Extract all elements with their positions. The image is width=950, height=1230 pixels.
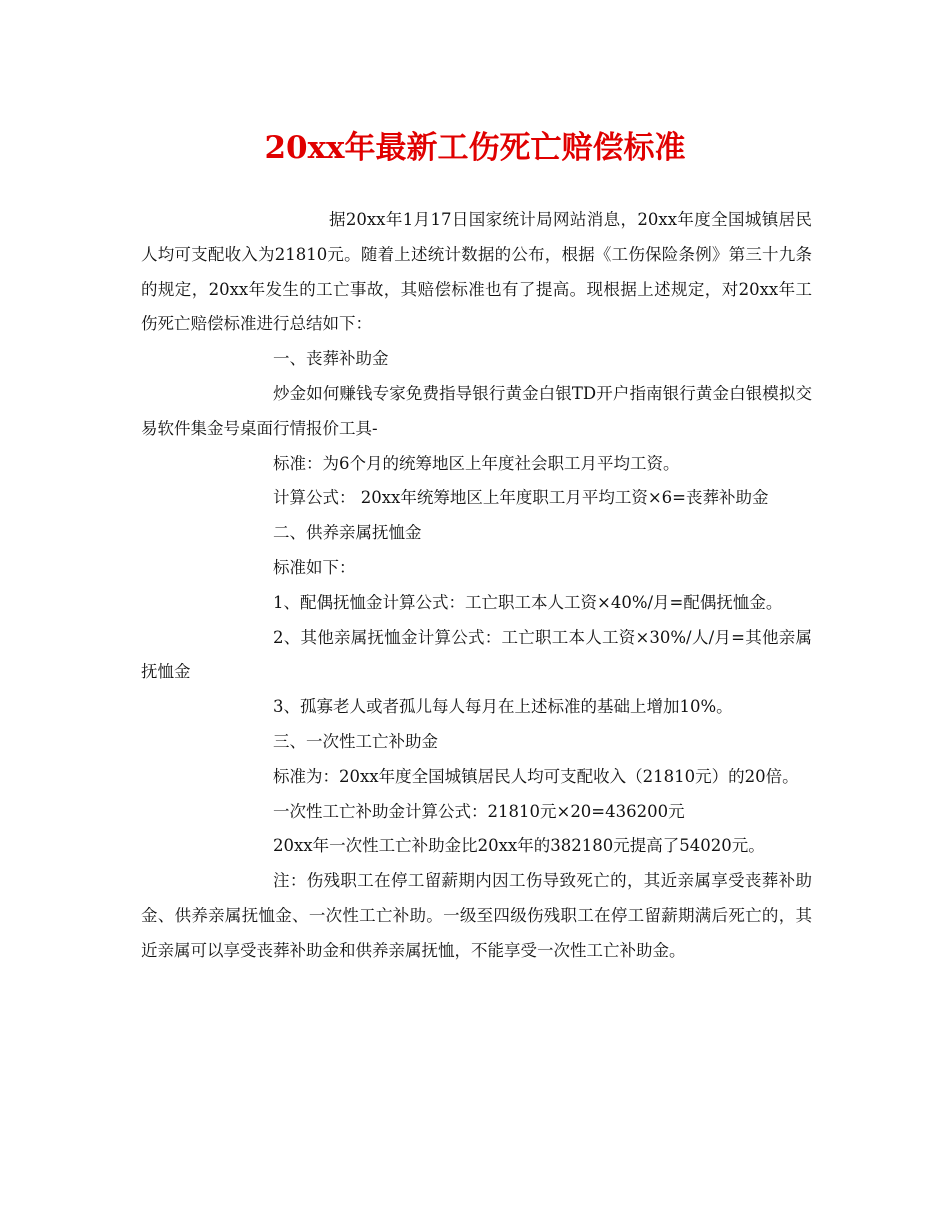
paragraph-intro: 据20xx年1月17日国家统计局网站消息，20xx年度全国城镇居民人均可支配收入为21810元。随着上述统计数据的公布，根据《工伤保险条例》第三十九条的规定，20xx年发生的工亡事故，其赔偿标准也有了提高。现根据上述规定，对20xx年工伤死亡赔偿标准进行总结如下： xyxy=(141,210,812,334)
paragraph-lump-sum-formula: 一次性工亡补助金计算公式：21810元×20=436200元 xyxy=(273,801,685,821)
paragraph-note: 注：伤残职工在停工留薪期内因工伤导致死亡的，其近亲属享受丧葬补助金、供养亲属抚恤金、一次性工亡补助。一级至四级伤残职工在停工留薪期满后死亡的，其近亲属可以享受丧葬补助金和供养亲属抚恤，不能享受一次性工亡补助金。 xyxy=(141,871,812,960)
section-heading-dependent-pension: 二、供养亲属抚恤金 xyxy=(273,523,422,543)
paragraph-other-relatives-pension: 2、其他亲属抚恤金计算公式：工亡职工本人工资×30%/人/月=其他亲属抚恤金 xyxy=(141,627,812,682)
paragraph-pension-standard: 标准如下： xyxy=(273,557,356,577)
section-heading-lump-sum: 三、一次性工亡补助金 xyxy=(273,731,438,751)
paragraph-lump-sum-increase: 20xx年一次性工亡补助金比20xx年的382180元提高了54020元。 xyxy=(273,836,765,856)
paragraph-spouse-pension: 1、配偶抚恤金计算公式：工亡职工本人工资×40%/月=配偶抚恤金。 xyxy=(273,592,783,612)
paragraph-funeral-standard: 标准：为6个月的统筹地区上年度社会职工月平均工资。 xyxy=(273,453,680,473)
document-body xyxy=(141,203,812,969)
paragraph-lump-sum-standard: 标准为：20xx年度全国城镇居民人均可支配收入（21810元）的20倍。 xyxy=(273,766,799,786)
paragraph-promo: 炒金如何赚钱专家免费指导银行黄金白银TD开户指南银行黄金白银模拟交易软件集金号桌面行情报价工具- xyxy=(141,383,812,438)
document-title: 20xx年最新工伤死亡赔偿标准 xyxy=(264,130,686,166)
paragraph-orphan-elderly: 3、孤寡老人或者孤儿每人每月在上述标准的基础上增加10%。 xyxy=(273,697,733,717)
paragraph-funeral-formula: 计算公式： 20xx年统筹地区上年度职工月平均工资×6=丧葬补助金 xyxy=(273,488,769,508)
section-heading-funeral-subsidy: 一、丧葬补助金 xyxy=(273,349,389,369)
